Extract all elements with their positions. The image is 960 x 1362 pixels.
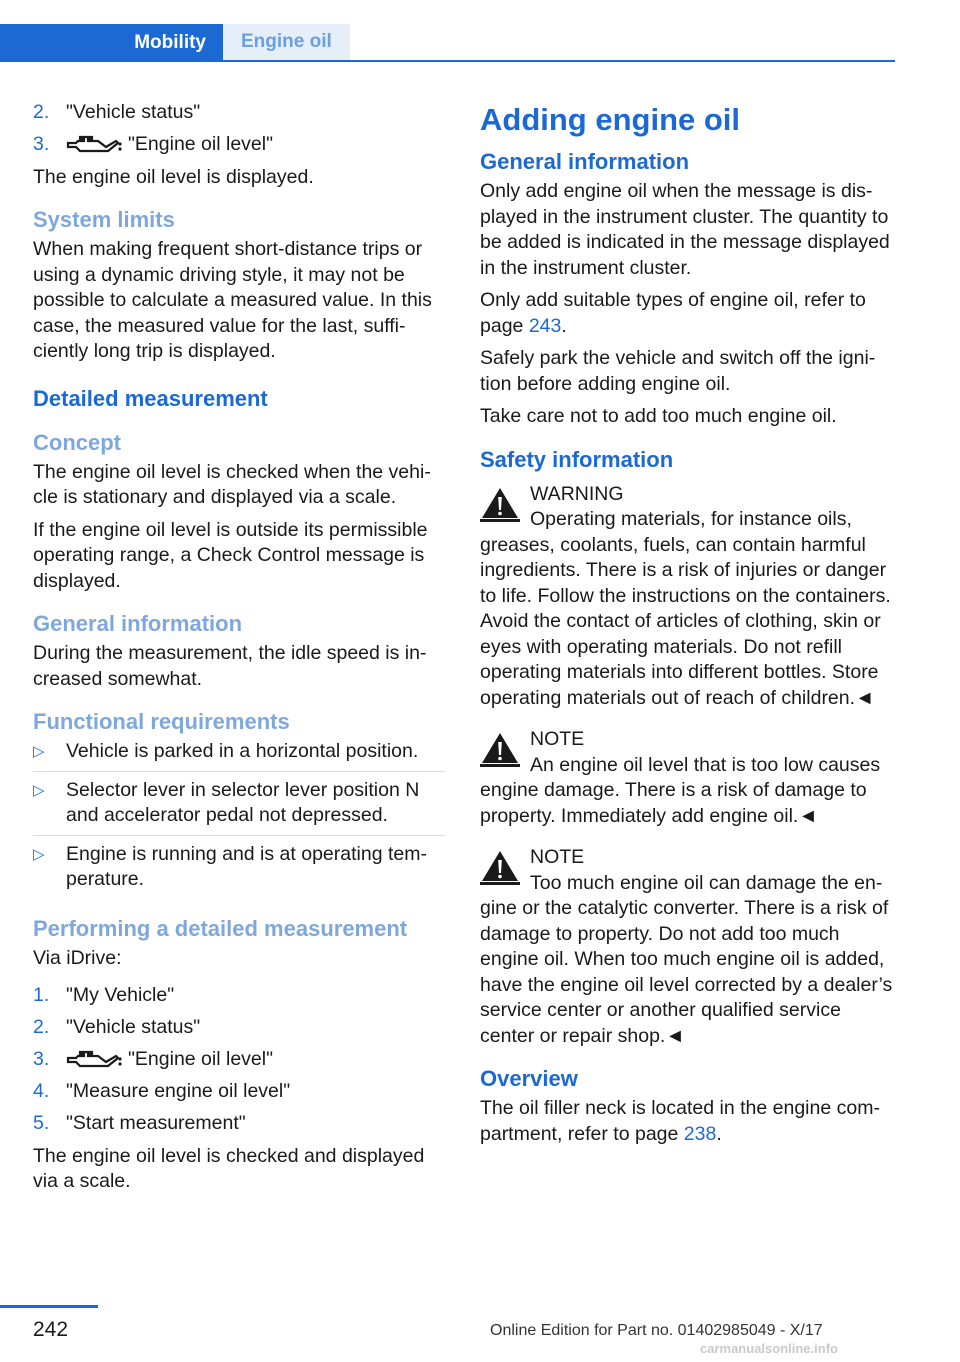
heading-overview: Overview [480, 1066, 578, 1091]
paragraph: Via iDrive: [33, 946, 122, 969]
heading-general-information: General information [480, 149, 690, 174]
paragraph-text: . [561, 314, 567, 337]
step-number: 5. [33, 1112, 50, 1134]
warning-label: WARNING [530, 482, 624, 505]
tab-mobility[interactable]: Mobility [0, 24, 223, 62]
heading-functional-requirements: Functional requirements [33, 709, 290, 734]
watermark: carmanualsonline.info [700, 1341, 838, 1356]
note-block [480, 727, 894, 829]
list-item [33, 983, 445, 1009]
list-item-text: Selector lever in selector lever position N and accelerator pedal not depressed. [66, 778, 420, 826]
paragraph [480, 1096, 894, 1147]
step-text: "Engine oil level" [128, 133, 274, 155]
triangle-bullet-icon: ▷ [33, 845, 45, 863]
list-item [33, 1111, 445, 1137]
list-item-text: Engine is running and is at operating temperature. [66, 842, 427, 890]
paragraph: When making frequent short-distance trips or using a dynamic driving style, it may not be possible to calculate a measured value. In this case, the measured value for the last, sufficiently long trip is displayed. [33, 238, 432, 362]
step-text: "Engine oil level" [128, 1048, 274, 1070]
paragraph: The engine oil level is displayed. [33, 165, 314, 188]
list-item [33, 1079, 445, 1105]
list-item [33, 842, 445, 899]
note-text: An engine oil level that is too low causes engine damage. There is a risk of damage to property. Immediately add engine oil.◄ [480, 753, 881, 827]
list-item [33, 132, 445, 158]
page-link-243[interactable]: 243 [528, 314, 562, 337]
warning-triangle-icon [480, 849, 520, 885]
step-text: "Vehicle status" [66, 1016, 201, 1038]
paragraph: Only add engine oil when the message is displayed in the instrument cluster. The quantity to be added is indicated in the message displayed in the instrument cluster. [480, 180, 890, 279]
paragraph-text: . [716, 1122, 722, 1145]
heading-concept: Concept [33, 429, 121, 455]
paragraph: If the engine oil level is outside its permissible operating range, a Check Control message is displayed. [33, 518, 428, 592]
warning-triangle-icon [480, 731, 520, 767]
note-block [480, 845, 894, 1049]
step-list [33, 983, 445, 1137]
paragraph-text: The oil filler neck is located in the engine compartment, refer to page [480, 1097, 880, 1145]
heading-general-information: General information [33, 611, 243, 636]
right-column [480, 100, 894, 1154]
step-number: 2. [33, 1016, 50, 1038]
step-list-top [33, 100, 445, 158]
tab-engine-oil[interactable]: Engine oil [223, 24, 350, 60]
step-text: "Start measurement" [66, 1112, 246, 1134]
note-label: NOTE [530, 846, 585, 868]
page-link-238[interactable]: 238 [683, 1122, 717, 1145]
left-column [33, 100, 445, 1202]
paragraph: During the measurement, the idle speed is increased somewhat. [33, 642, 427, 690]
list-item [33, 1047, 445, 1073]
page-number: 242 [33, 1318, 69, 1341]
paragraph: Take care not to add too much engine oil. [480, 405, 837, 427]
requirements-list [33, 739, 445, 899]
warning-triangle-icon [480, 486, 520, 522]
list-item-text: Vehicle is parked in a horizontal position. [66, 740, 419, 762]
heading-performing-measurement: Performing a detailed measurement [33, 915, 408, 941]
warning-block [480, 482, 894, 712]
paragraph: Safely park the vehicle and switch off the ignition before adding engine oil. [480, 347, 876, 395]
oil-can-icon [66, 1050, 122, 1070]
triangle-bullet-icon: ▷ [33, 781, 45, 799]
step-number: 4. [33, 1080, 50, 1102]
header-tabs [0, 24, 895, 62]
step-text: "Vehicle status" [66, 101, 201, 123]
note-label: NOTE [530, 728, 585, 750]
paragraph-text: Only add suitable types of engine oil, refer to page [480, 289, 866, 337]
step-text: "My Vehicle" [66, 984, 175, 1006]
triangle-bullet-icon: ▷ [33, 743, 45, 760]
oil-can-icon [66, 135, 122, 155]
step-number: 3. [33, 1048, 50, 1070]
paragraph [480, 288, 894, 339]
footer-rule [0, 1305, 98, 1308]
heading-detailed-measurement: Detailed measurement [33, 385, 268, 411]
online-edition-note: Online Edition for Part no. 01402985049 - X/17 [490, 1322, 823, 1339]
heading-system-limits: System limits [33, 207, 175, 232]
header-rule [0, 60, 895, 62]
step-number: 1. [33, 984, 50, 1006]
heading-safety-information: Safety information [480, 446, 674, 472]
step-number: 3. [33, 133, 50, 155]
step-text: "Measure engine oil level" [66, 1080, 291, 1102]
paragraph: The engine oil level is checked and displayed via a scale. [33, 1144, 425, 1192]
note-text: Too much engine oil can damage the engine or the catalytic converter. There is a risk of damage to property. Do not add too much engine oil. When too much engine oil is added, have the engine oil level corrected by a dealer’s service center or another qualified service center or repair shop.◄ [480, 871, 893, 1047]
list-item [33, 100, 445, 126]
step-number: 2. [33, 101, 50, 123]
list-item [33, 778, 445, 836]
list-item [33, 1015, 445, 1041]
warning-text: Operating materials, for instance oils, greases, coolants, fuels, can contain harmful ingredients. There is a risk of injuries or danger to life. Follow the instructions on the containers. Avoid the contact of articles of clothing, skin or eyes with operating materials. Do not refill operating materials into different bottles. Store operating materials out of reach of children.◄ [480, 508, 891, 709]
list-item [33, 739, 445, 772]
paragraph: The engine oil level is checked when the vehicle is stationary and displayed via a scale. [33, 460, 431, 508]
heading-adding-engine-oil: Adding engine oil [480, 102, 741, 137]
